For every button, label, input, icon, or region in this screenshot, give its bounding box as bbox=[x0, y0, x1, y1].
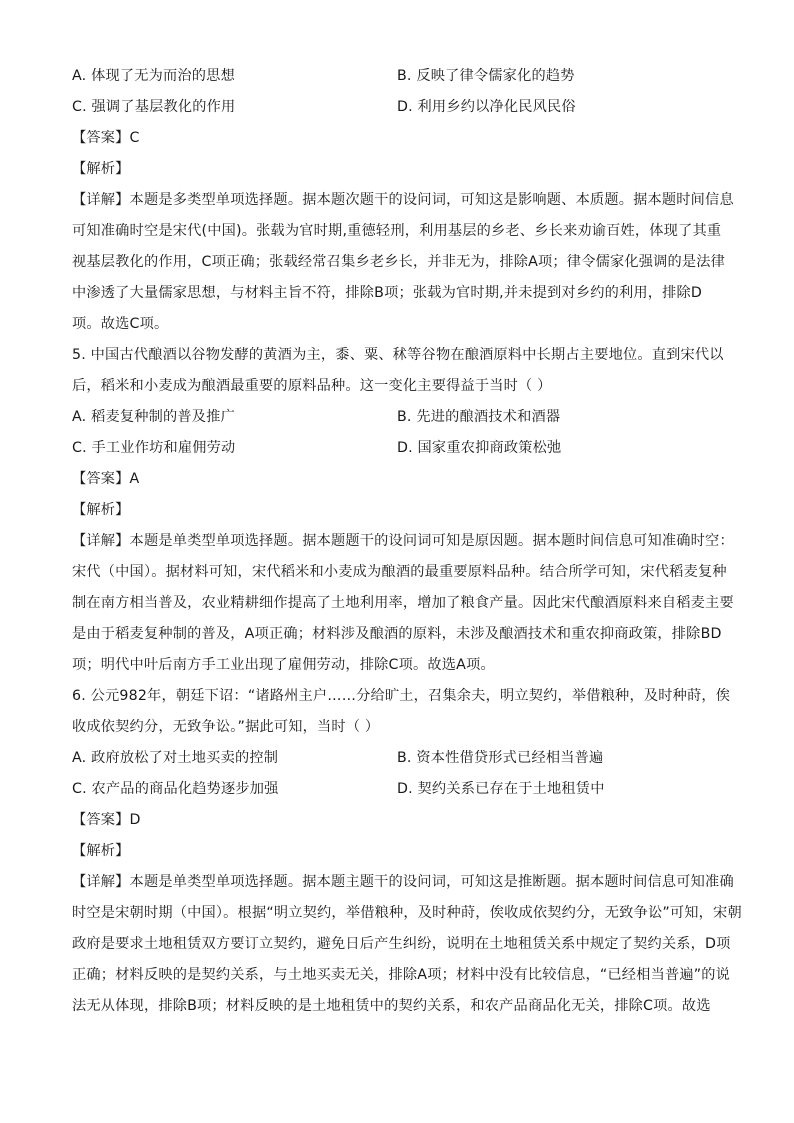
analysis-label: 【解析】 bbox=[72, 502, 130, 518]
detail-line: 正确；材料反映的是契约关系，与土地买卖无关，排除A项；材料中没有比较信息，“已经相当普遍”的说 bbox=[72, 967, 731, 983]
analysis-label: 【解析】 bbox=[72, 843, 130, 859]
detail-line: 【详解】本题是单类型单项选择题。据本题题干的设问词可知是原因题。据本题时间信息可知准确时空： bbox=[72, 533, 734, 549]
detail-line: 时空是宋朝时期（中国）。根据“明立契约，举借粮种，及时种莳，俟收成依契约分，无致争讼”可知，宋朝 bbox=[72, 905, 742, 921]
document-page bbox=[72, 62, 742, 1023]
option-b: B. 资本性借贷形式已经相当普遍 bbox=[397, 750, 604, 766]
options-row bbox=[72, 62, 722, 93]
detail-line: 【详解】本题是单类型单项选择题。据本题主题干的设问词，可知这是推断题。据本题时间信息可知准确 bbox=[72, 874, 734, 890]
detail-line: 【详解】本题是多类型单项选择题。据本题次题干的设问词，可知这是影响题、本质题。据本题时间信息 bbox=[72, 192, 734, 208]
question-stem: 后，稻米和小麦成为酿酒最重要的原料品种。这一变化主要得益于当时（ ） bbox=[72, 378, 552, 394]
detail-line: 可知准确时空是宋代(中国)。张载为官时期,重德轻刑，利用基层的乡老、乡长来劝谕百姓，体现了其重 bbox=[72, 223, 722, 239]
option-c: C. 农产品的商品化趋势逐步加强 bbox=[72, 781, 279, 797]
option-b: B. 反映了律令儒家化的趋势 bbox=[397, 68, 575, 84]
options-row bbox=[72, 434, 722, 465]
option-d: D. 契约关系已存在于土地租赁中 bbox=[397, 781, 605, 797]
detail-line: 宋代（中国）。据材料可知，宋代稻米和小麦成为酿酒的最重要原料品种。结合所学可知，宋代稻麦复种 bbox=[72, 564, 727, 580]
analysis-label: 【解析】 bbox=[72, 161, 130, 177]
detail-line: 政府是要求土地租赁双方要订立契约，避免日后产生纠纷，说明在土地租赁关系中规定了契约关系，D项 bbox=[72, 936, 731, 952]
options-row bbox=[72, 775, 722, 806]
detail-line: 项；明代中叶后南方手工业出现了雇佣劳动，排除C项。故选A项。 bbox=[72, 657, 495, 673]
option-d: D. 国家重农抑商政策松弛 bbox=[397, 440, 562, 456]
detail-line: 项。故选C项。 bbox=[72, 316, 169, 332]
option-b: B. 先进的酿酒技术和酒器 bbox=[397, 409, 561, 425]
option-a: A. 政府放松了对土地买卖的控制 bbox=[72, 750, 279, 766]
question-stem: 6. 公元982年，朝廷下诏：“诸路州主户……分给旷土，召集余夫，明立契约，举借粮种，及时种莳，俟 bbox=[72, 688, 731, 704]
detail-line: 制在南方相当普及，农业精耕细作提高了土地利用率，增加了粮食产量。因此宋代酿酒原料来自稻麦主要 bbox=[72, 595, 734, 611]
options-row bbox=[72, 403, 722, 434]
option-a: A. 体现了无为而治的思想 bbox=[72, 68, 235, 84]
answer-label: 【答案】D bbox=[72, 812, 141, 828]
detail-line: 是由于稻麦复种制的普及，A项正确；材料涉及酿酒的原料，未涉及酿酒技术和重农抑商政策，排除BD bbox=[72, 626, 722, 642]
answer-label: 【答案】C bbox=[72, 130, 140, 146]
detail-line: 视基层教化的作用，C项正确；张载经常召集乡老乡长，并非无为，排除A项；律令儒家化强调的是法律 bbox=[72, 254, 726, 270]
option-a: A. 稻麦复种制的普及推广 bbox=[72, 409, 235, 425]
question-stem: 收成依契约分，无致争讼。”据此可知，当时（ ） bbox=[72, 719, 380, 735]
detail-line: 中渗透了大量儒家思想，与材料主旨不符，排除B项；张载为官时期,并未提到对乡约的利用，排除D bbox=[72, 285, 703, 301]
options-row bbox=[72, 93, 722, 124]
option-c: C. 手工业作坊和雇佣劳动 bbox=[72, 440, 236, 456]
question-stem: 5. 中国古代酿酒以谷物发酵的黄酒为主，黍、粟、秫等谷物在酿酒原料中长期占主要地位。直到宋代以 bbox=[72, 347, 724, 363]
answer-label: 【答案】A bbox=[72, 471, 140, 487]
option-d: D. 利用乡约以净化民风民俗 bbox=[397, 99, 576, 115]
option-c: C. 强调了基层教化的作用 bbox=[72, 99, 236, 115]
detail-line: 法无从体现，排除B项；材料反映的是土地租赁中的契约关系，和农产品商品化无关，排除C项。故选 bbox=[72, 998, 711, 1014]
options-row bbox=[72, 744, 722, 775]
